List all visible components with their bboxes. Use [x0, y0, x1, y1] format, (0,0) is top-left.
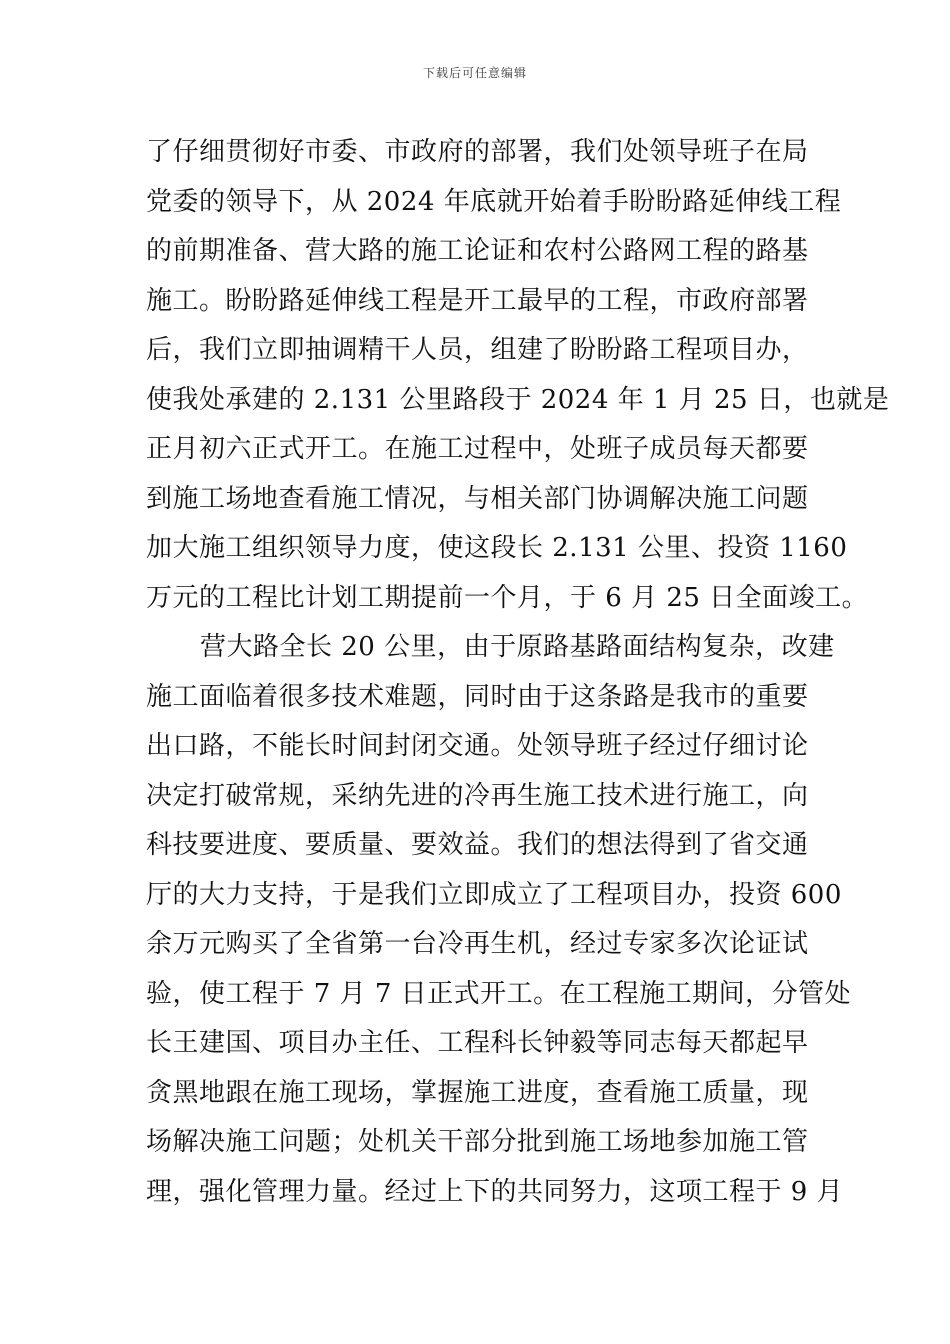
text-line: 长王建国、项目办主任、工程科长钟毅等同志每天都起早 [146, 1028, 809, 1058]
text-line: 余万元购买了全省第一台冷再生机，经过专家多次论证试 [146, 929, 809, 959]
text-line: 了仔细贯彻好市委、市政府的部署，我们处领导班子在局 [146, 137, 809, 167]
text-line: 验，使工程于 7 月 7 日正式开工。在工程施工期间，分管处 [146, 978, 852, 1009]
text-line: 出口路，不能长时间封闭交通。处领导班子经过仔细讨论 [146, 731, 809, 761]
text-line: 理，强化管理力量。经过上下的共同努力，这项工程于 9 月 [146, 1176, 844, 1207]
text-line: 万元的工程比计划工期提前一个月，于 6 月 25 日全面竣工。 [146, 582, 869, 613]
text-line: 施工面临着很多技术难题，同时由于这条路是我市的重要 [146, 681, 809, 712]
text-line: 的前期准备、营大路的施工论证和农村公路网工程的路基 [146, 236, 809, 266]
text-line: 厅的大力支持，于是我们立即成立了工程项目办，投资 600 [146, 879, 842, 910]
text-line: 加大施工组织领导力度，使这段长 2.131 公里、投资 1160 [146, 533, 848, 563]
text-line: 党委的领导下，从 2024 年底就开始着手盼盼路延伸线工程 [146, 186, 842, 217]
document-body [146, 128, 890, 1217]
text-line: 后，我们立即抽调精干人员，组建了盼盼路工程项目办， [146, 335, 809, 365]
text-line: 到施工场地查看施工情况，与相关部门协调解决施工问题 [146, 483, 809, 514]
text-line: 施工。盼盼路延伸线工程是开工最早的工程，市政府部署 [146, 285, 809, 316]
text-line: 科技要进度、要质量、要效益。我们的想法得到了省交通 [146, 830, 809, 860]
text-line: 正月初六正式开工。在施工过程中，处班子成员每天都要 [146, 434, 809, 464]
text-line: 使我处承建的 2.131 公里路段于 2024 年 1 月 25 日，也就是 [146, 384, 890, 415]
text-line: 营大路全长 20 公里，由于原路基路面结构复杂，改建 [200, 632, 835, 662]
text-line: 决定打破常规，采纳先进的冷再生施工技术进行施工，向 [146, 780, 809, 811]
text-line: 场解决施工问题；处机关干部分批到施工场地参加施工管 [146, 1127, 809, 1157]
page-header: 下载后可任意编辑 [422, 66, 527, 80]
text-line: 贪黑地跟在施工现场，掌握施工进度，查看施工质量，现 [146, 1077, 809, 1108]
